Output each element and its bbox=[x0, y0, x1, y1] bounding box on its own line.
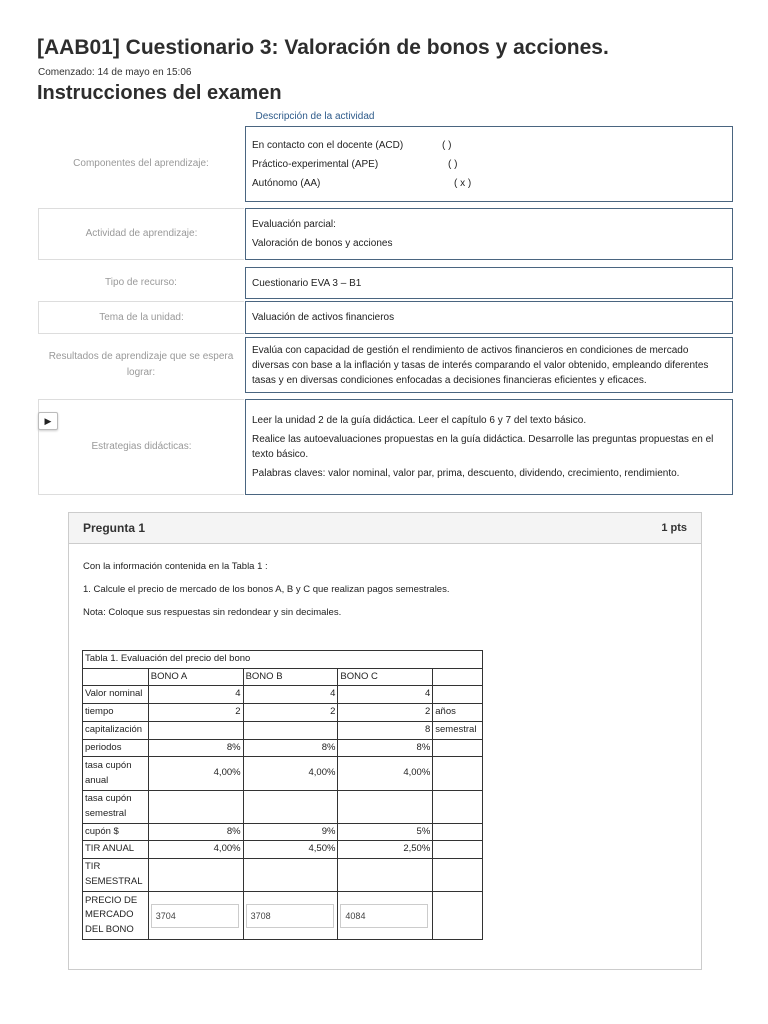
table-cell bbox=[148, 721, 243, 739]
table-cell: años bbox=[433, 704, 483, 722]
table-cell: 8% bbox=[338, 739, 433, 757]
activity-cell bbox=[245, 208, 733, 260]
strategy-2: Realice las autoevaluaciones propuestas en la guía didáctica. Desarrolle las preguntas propuestas en el texto básico. bbox=[252, 434, 714, 460]
table-cell: semestral bbox=[433, 721, 483, 739]
activity-description-heading: Descripción de la actividad bbox=[255, 111, 375, 122]
table-cell bbox=[433, 823, 483, 841]
table-cell: 4,00% bbox=[338, 757, 433, 791]
row-label: cupón $ bbox=[83, 823, 149, 841]
question-text-1: Con la información contenida en la Tabla 1 : bbox=[83, 561, 268, 572]
question-points: 1 pts bbox=[661, 522, 687, 534]
table-cell bbox=[338, 791, 433, 823]
unit-topic-value: Valuación de activos financieros bbox=[252, 312, 395, 323]
label-components: Componentes del aprendizaje: bbox=[73, 158, 209, 169]
table-cell: 4 bbox=[148, 686, 243, 704]
component-aa: Autónomo (AA) ( x ) bbox=[252, 177, 472, 189]
table-row bbox=[83, 791, 483, 823]
table-cell bbox=[433, 739, 483, 757]
play-button[interactable]: ▶ bbox=[38, 412, 58, 430]
table-cell bbox=[433, 791, 483, 823]
answer-bono-c[interactable] bbox=[340, 904, 428, 928]
results-value: Evalúa con capacidad de gestión el rendimiento de activos financieros en condiciones de mercado diversas con base a la inflación y tasas de interés comparando el valor obtenido, empleando diferentes tasas y en diversas condiciones enfocadas a decisiones financieras eficientes y eficaces. bbox=[252, 344, 709, 386]
question-text-3: Nota: Coloque sus respuestas sin redondear y sin decimales. bbox=[83, 607, 342, 618]
unit-topic-cell bbox=[245, 301, 733, 334]
table-cell bbox=[433, 686, 483, 704]
table-header-row bbox=[83, 668, 483, 686]
table-row bbox=[83, 823, 483, 841]
table-row bbox=[83, 859, 483, 892]
quiz-title: [AAB01] Cuestionario 3: Valoración de bonos y acciones. bbox=[37, 36, 609, 59]
bond-table bbox=[82, 650, 483, 940]
table-cell: 8% bbox=[243, 739, 338, 757]
table-row bbox=[83, 704, 483, 722]
table-cell: 4 bbox=[243, 686, 338, 704]
answer-bono-b[interactable] bbox=[246, 904, 334, 928]
table-cell: 8% bbox=[148, 823, 243, 841]
market-price-row bbox=[83, 892, 483, 940]
resource-value: Cuestionario EVA 3 – B1 bbox=[252, 277, 362, 289]
answer-bono-a[interactable] bbox=[151, 904, 239, 928]
table-cell: 8% bbox=[148, 739, 243, 757]
table-cell bbox=[148, 859, 243, 892]
question-text-2: 1. Calcule el precio de mercado de los bonos A, B y C que realizan pagos semestrales. bbox=[83, 584, 450, 595]
table-cell bbox=[243, 791, 338, 823]
label-resource: Tipo de recurso: bbox=[105, 277, 177, 288]
table-cell: 2,50% bbox=[338, 841, 433, 859]
table-cell: 2 bbox=[338, 704, 433, 722]
results-cell bbox=[245, 337, 733, 393]
label-strategies: Estrategias didácticas: bbox=[38, 399, 244, 495]
header-bono-a: BONO A bbox=[148, 668, 243, 686]
header-bono-c: BONO C bbox=[338, 668, 433, 686]
components-cell bbox=[245, 126, 733, 202]
table-cell bbox=[433, 859, 483, 892]
activity-topic: Valoración de bonos y acciones bbox=[252, 238, 393, 249]
resource-cell bbox=[245, 267, 733, 299]
row-label: TIR SEMESTRAL bbox=[83, 859, 149, 892]
table-cell: 4,00% bbox=[243, 757, 338, 791]
table-cell: 5% bbox=[338, 823, 433, 841]
activity-type: Evaluación parcial: bbox=[252, 219, 336, 230]
table-cell: 4,00% bbox=[148, 757, 243, 791]
question-header bbox=[69, 513, 701, 544]
table-cell: 8 bbox=[338, 721, 433, 739]
row-label: capitalización bbox=[83, 721, 149, 739]
label-unit-topic: Tema de la unidad: bbox=[38, 301, 244, 334]
table-cell bbox=[433, 841, 483, 859]
label-activity: Actividad de aprendizaje: bbox=[38, 208, 244, 260]
strategies-cell bbox=[245, 399, 733, 495]
question-title: Pregunta 1 bbox=[83, 521, 146, 535]
strategy-keywords: Palabras claves: valor nominal, valor par, prima, descuento, dividendo, crecimiento, rendimiento. bbox=[252, 468, 680, 479]
table-row bbox=[83, 686, 483, 704]
table-cell bbox=[338, 859, 433, 892]
component-acd: En contacto con el docente (ACD) ( ) bbox=[252, 139, 452, 151]
table-row bbox=[83, 841, 483, 859]
row-label: Valor nominal bbox=[83, 686, 149, 704]
table-cell: 2 bbox=[243, 704, 338, 722]
table-row bbox=[83, 721, 483, 739]
header-cell bbox=[83, 668, 149, 686]
instructions-heading: Instrucciones del examen bbox=[37, 82, 282, 104]
table-cell: 4 bbox=[338, 686, 433, 704]
header-cell bbox=[433, 668, 483, 686]
table-cell bbox=[433, 757, 483, 791]
row-label: periodos bbox=[83, 739, 149, 757]
row-label: tiempo bbox=[83, 704, 149, 722]
table-cell bbox=[148, 791, 243, 823]
row-label: tasa cupón semestral bbox=[83, 791, 149, 823]
empty-cell bbox=[433, 892, 483, 940]
question-1 bbox=[68, 512, 702, 970]
table-cell: 4,00% bbox=[148, 841, 243, 859]
market-price-label: PRECIO DE MERCADO DEL BONO bbox=[83, 892, 149, 940]
header-bono-b: BONO B bbox=[243, 668, 338, 686]
table-row bbox=[83, 757, 483, 791]
table-caption: Tabla 1. Evaluación del precio del bono bbox=[83, 651, 483, 669]
row-label: TIR ANUAL bbox=[83, 841, 149, 859]
table-cell bbox=[243, 721, 338, 739]
table-cell: 2 bbox=[148, 704, 243, 722]
label-results: Resultados de aprendizaje que se espera lograr: bbox=[48, 351, 234, 378]
row-label: tasa cupón anual bbox=[83, 757, 149, 791]
table-row bbox=[83, 739, 483, 757]
component-ape: Práctico-experimental (APE) ( ) bbox=[252, 158, 458, 170]
started-timestamp: Comenzado: 14 de mayo en 15:06 bbox=[38, 67, 192, 78]
table-cell: 9% bbox=[243, 823, 338, 841]
table-cell bbox=[243, 859, 338, 892]
table-cell: 4,50% bbox=[243, 841, 338, 859]
strategy-1: Leer la unidad 2 de la guía didáctica. Leer el capítulo 6 y 7 del texto básico. bbox=[252, 415, 587, 426]
